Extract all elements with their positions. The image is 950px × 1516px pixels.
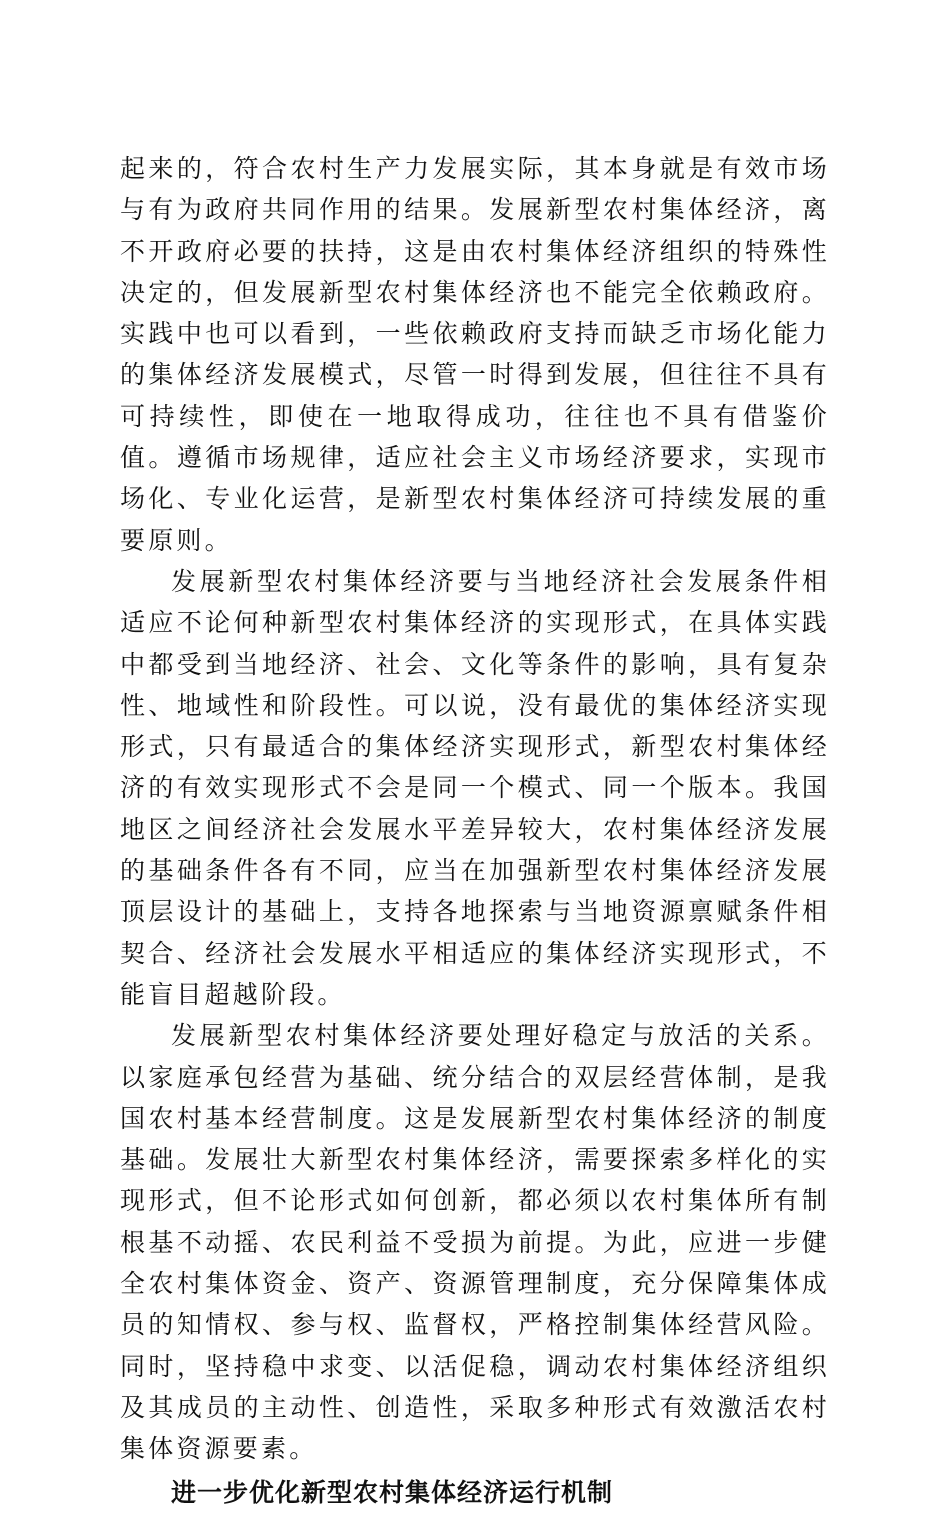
paragraph-continuation: 起来的，符合农村生产力发展实际，其本身就是有效市场与有为政府共同作用的结果。发展新型农村集体经济，离不开政府必要的扶持，这是由农村集体经济组织的特殊性决定的，但发展新型农村集体经济也不能完全依赖政府。实践中也可以看到，一些依赖政府支持而缺乏市场化能力的集体经济发展模式，尽管一时得到发展，但往往不具有可持续性，即使在一地取得成功，往往也不具有借鉴价值。遵循市场规律，适应社会主义市场经济要求，实现市场化、专业化运营，是新型农村集体经济可持续发展的重要原则。 [120,154,830,555]
paragraph-stability-flexibility: 发展新型农村集体经济要处理好稳定与放活的关系。以家庭承包经营为基础、统分结合的双层经营体制，是我国农村基本经营制度。这是发展新型农村集体经济的制度基础。发展壮大新型农村集体经济，需要探索多样化的实现形式，但不论形式如何创新，都必须以农村集体所有制根基不动摇、农民利益不受损为前提。为此，应进一步健全农村集体资金、资产、资源管理制度，充分保障集体成员的知情权、参与权、监督权，严格控制集体经营风险。同时，坚持稳中求变、以活促稳，调动农村集体经济组织及其成员的主动性、创造性，采取多种形式有效激活农村集体资源要素。 [120,1021,830,1464]
body-text [120,148,830,1516]
paragraph-local-conditions: 发展新型农村集体经济要与当地经济社会发展条件相适应不论何种新型农村集体经济的实现形式，在具体实践中都受到当地经济、社会、文化等条件的影响，具有复杂性、地域性和阶段性。可以说，没有最优的集体经济实现形式，只有最适合的集体经济实现形式，新型农村集体经济的有效实现形式不会是同一个模式、同一个版本。我国地区之间经济社会发展水平差异较大，农村集体经济发展的基础条件各有不同，应当在加强新型农村集体经济发展顶层设计的基础上，支持各地探索与当地资源禀赋条件相契合、经济社会发展水平相适应的集体经济实现形式，不能盲目超越阶段。 [120,566,830,1009]
section-heading: 进一步优化新型农村集体经济运行机制 [171,1477,614,1507]
